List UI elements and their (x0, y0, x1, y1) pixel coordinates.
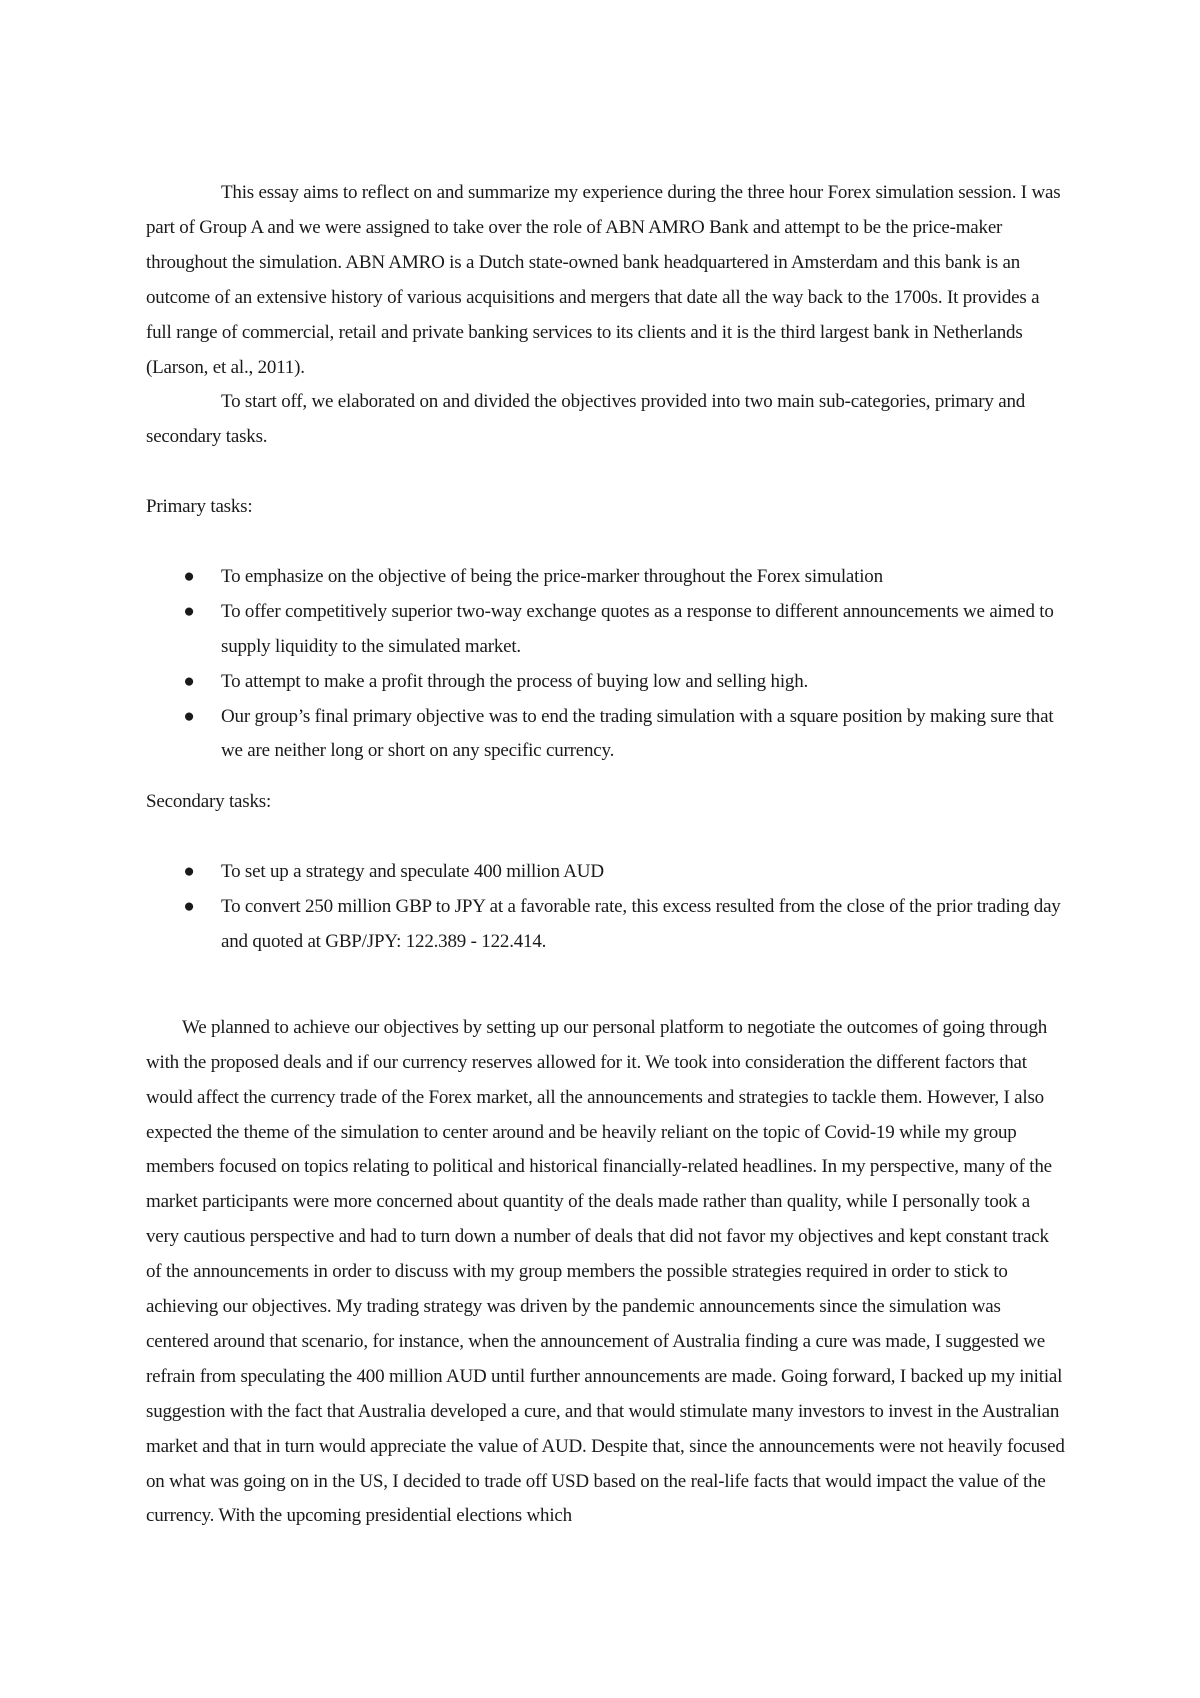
bullet-icon: ● (183, 600, 195, 622)
list-item (146, 700, 1066, 770)
task-text: To attempt to make a profit through the process of buying low and selling high. (221, 670, 809, 692)
secondary-tasks-heading: Secondary tasks: (146, 791, 272, 813)
bullet-icon: ● (183, 861, 195, 883)
spacer (146, 960, 1066, 995)
bullet-icon: ● (183, 705, 195, 727)
secondary-tasks-list (146, 855, 1066, 960)
primary-tasks-list (146, 560, 1066, 769)
strategy-paragraph: We planned to achieve our objectives by setting up our personal platform to negotiate the outcomes of going through with the proposed deals and if our currency reserves allowed for it. We took into consideration the different factors that would affect the currency trade of the Forex market, all the announcements and strategies to tackle them. However, I also expected the theme of the simulation to center around and be heavily reliant on the topic of Covid-19 while my group members focused on topics relating to political and historical financially-related headlines. In my perspective, many of the market participants were more concerned about quantity of the deals made rather than quality, while I personally took a very cautious perspective and had to turn down a number of deals that did not favor my objectives and kept constant track of the announcements in order to discuss with my group members the possible strategies required in order to stick to achieving our objectives. My trading strategy was driven by the pandemic announcements since the simulation was centered around that scenario, for instance, when the announcement of Australia finding a cure was made, I suggested we refrain from speculating the 400 million AUD until further announcements are made. Going forward, I backed up my initial suggestion with the fact that Australia developed a cure, and that would stimulate many investors to invest in the Australian market and that in turn would appreciate the value of AUD. Despite that, since the announcements were not heavily focused on what was going on in the US, I decided to trade off USD based on the real-life facts that would impact the value of the currency. With the upcoming presidential elections which (146, 1016, 1065, 1527)
spacer (146, 995, 1066, 1011)
list-item (146, 665, 1066, 700)
list-item (146, 595, 1066, 665)
list-item (146, 890, 1066, 960)
spacer (146, 525, 1066, 560)
list-item (146, 855, 1066, 890)
spacer (146, 455, 1066, 490)
list-item (146, 560, 1066, 595)
intro-paragraph: This essay aims to reflect on and summarize my experience during the three hour Forex simulation session. I was part of Group A and we were assigned to take over the role of ABN AMRO Bank and attempt to be the price-maker throughout the simulation. ABN AMRO is a Dutch state-owned bank headquartered in Amsterdam and this bank is an outcome of an extensive history of various acquisitions and mergers that date all the way back to the 1700s. It provides a full range of commercial, retail and private banking services to its clients and it is the third largest bank in Netherlands (Larson, et al., 2011). (146, 182, 1061, 378)
task-text: To convert 250 million GBP to JPY at a favorable rate, this excess resulted from the close of the prior trading day and quoted at GBP/JPY: 122.389 - 122.414. (221, 896, 1061, 952)
task-text: To offer competitively superior two-way exchange quotes as a response to different announcements we aimed to supply liquidity to the simulated market. (221, 600, 1054, 657)
spacer (146, 820, 1066, 855)
bullet-icon: ● (183, 565, 195, 587)
objectives-paragraph: To start off, we elaborated on and divided the objectives provided into two main sub-categories, primary and secondary tasks. (146, 391, 1026, 448)
primary-tasks-heading: Primary tasks: (146, 496, 253, 518)
spacer (146, 769, 1066, 785)
bullet-icon: ● (183, 896, 195, 918)
task-text: To emphasize on the objective of being the price-marker throughout the Forex simulation (221, 565, 883, 587)
task-text: To set up a strategy and speculate 400 million AUD (221, 861, 604, 883)
essay-page (146, 176, 1066, 1534)
task-text: Our group’s final primary objective was to end the trading simulation with a square position by making sure that we are neither long or short on any specific currency. (221, 705, 1054, 762)
bullet-icon: ● (183, 670, 195, 692)
